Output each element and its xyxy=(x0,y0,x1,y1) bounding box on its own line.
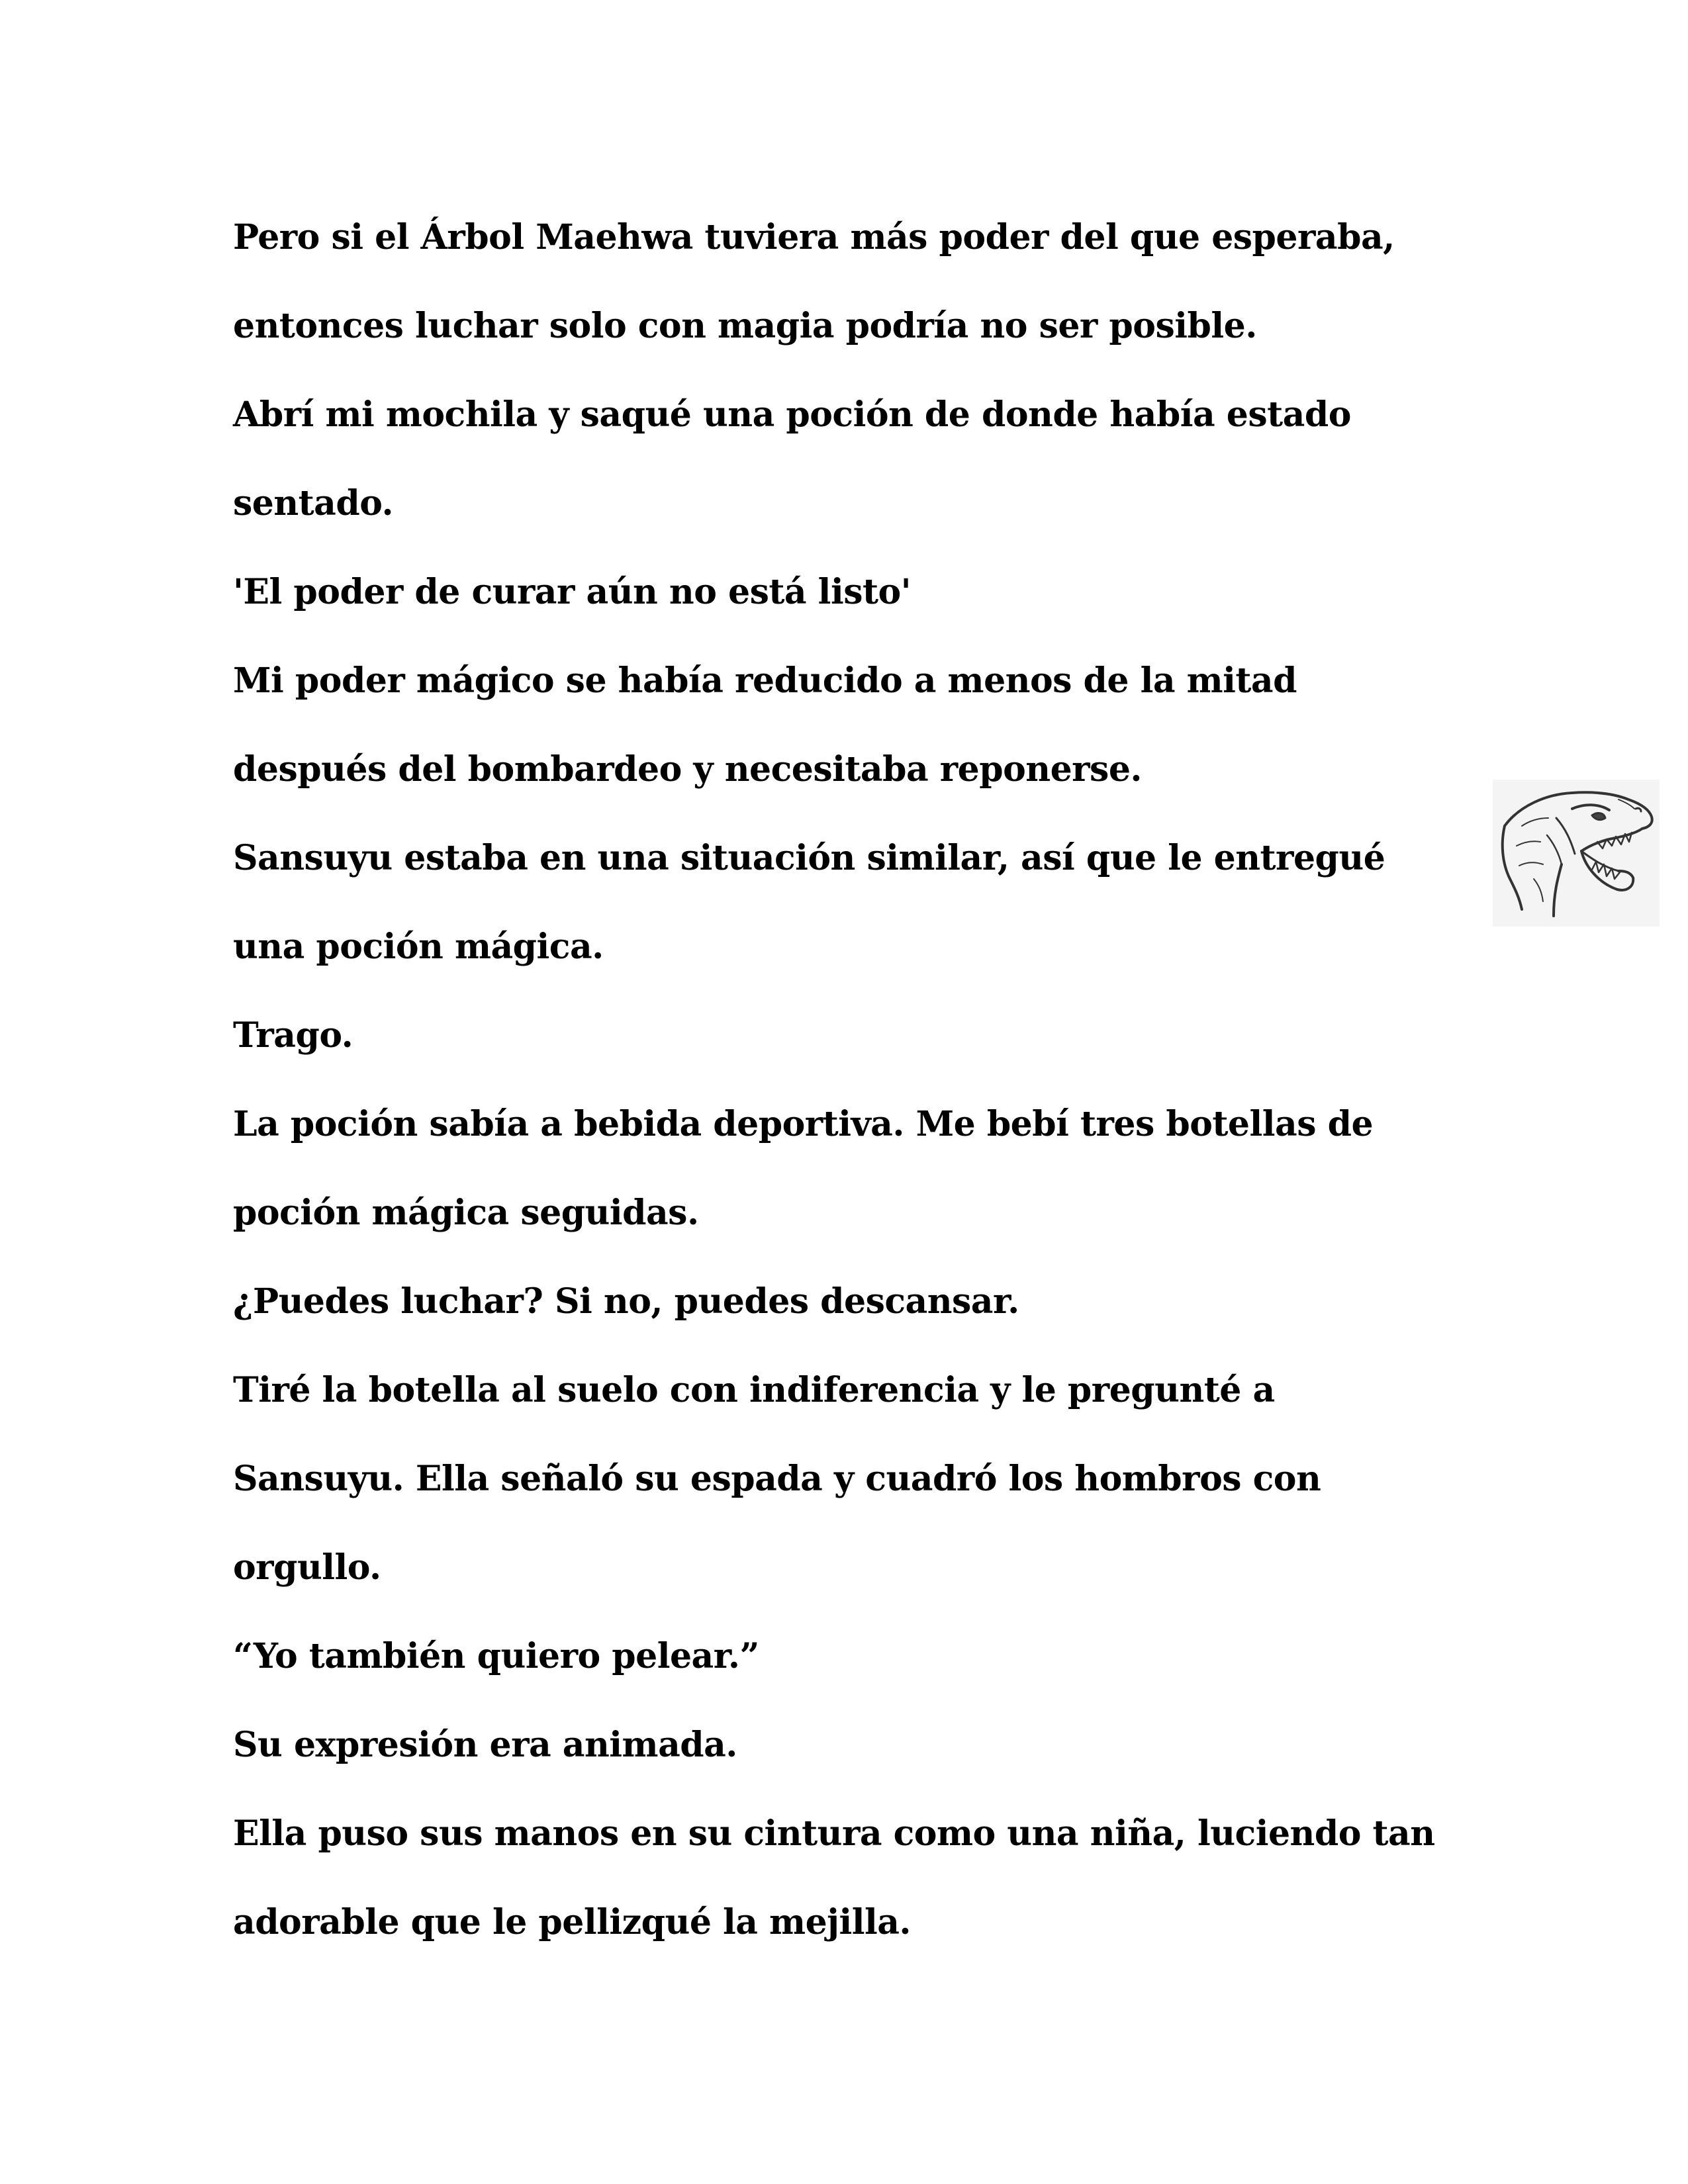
text-line: Su expresión era animada. xyxy=(233,1725,737,1765)
body-text xyxy=(233,193,1530,1967)
text-line: adorable que le pellizqué la mejilla. xyxy=(233,1902,912,1942)
text-line: Abrí mi mochila y saqué una poción de donde había estado xyxy=(233,394,1351,435)
text-line: sentado. xyxy=(233,483,394,523)
text-line: Trago. xyxy=(233,1015,353,1056)
text-line: Sansuyu estaba en una situación similar, así que le entregué xyxy=(233,838,1385,878)
text-line: después del bombardeo y necesitaba reponerse. xyxy=(233,749,1143,790)
text-line: ¿Puedes luchar? Si no, puedes descansar. xyxy=(233,1281,1019,1322)
text-line: poción mágica seguidas. xyxy=(233,1193,699,1233)
text-line: Ella puso sus manos en su cintura como una niña, luciendo tan xyxy=(233,1813,1435,1854)
text-line: orgullo. xyxy=(233,1547,381,1588)
text-line: una poción mágica. xyxy=(233,927,604,967)
text-line: La poción sabía a bebida deportiva. Me bebí tres botellas de xyxy=(233,1104,1374,1144)
text-line: Pero si el Árbol Maehwa tuviera más poder del que esperaba, xyxy=(233,217,1395,257)
text-line: Tiré la botella al suelo con indiferencia y le pregunté a xyxy=(233,1370,1275,1410)
dinosaur-head-sketch-icon xyxy=(1493,780,1660,927)
text-line: “Yo también quiero pelear.” xyxy=(233,1636,759,1676)
text-line: Mi poder mágico se había reducido a menos de la mitad xyxy=(233,660,1297,701)
text-line: 'El poder de curar aún no está listo' xyxy=(233,572,912,612)
text-line: Sansuyu. Ella señaló su espada y cuadró los hombros con xyxy=(233,1459,1321,1499)
text-line: entonces luchar solo con magia podría no ser posible. xyxy=(233,306,1257,346)
